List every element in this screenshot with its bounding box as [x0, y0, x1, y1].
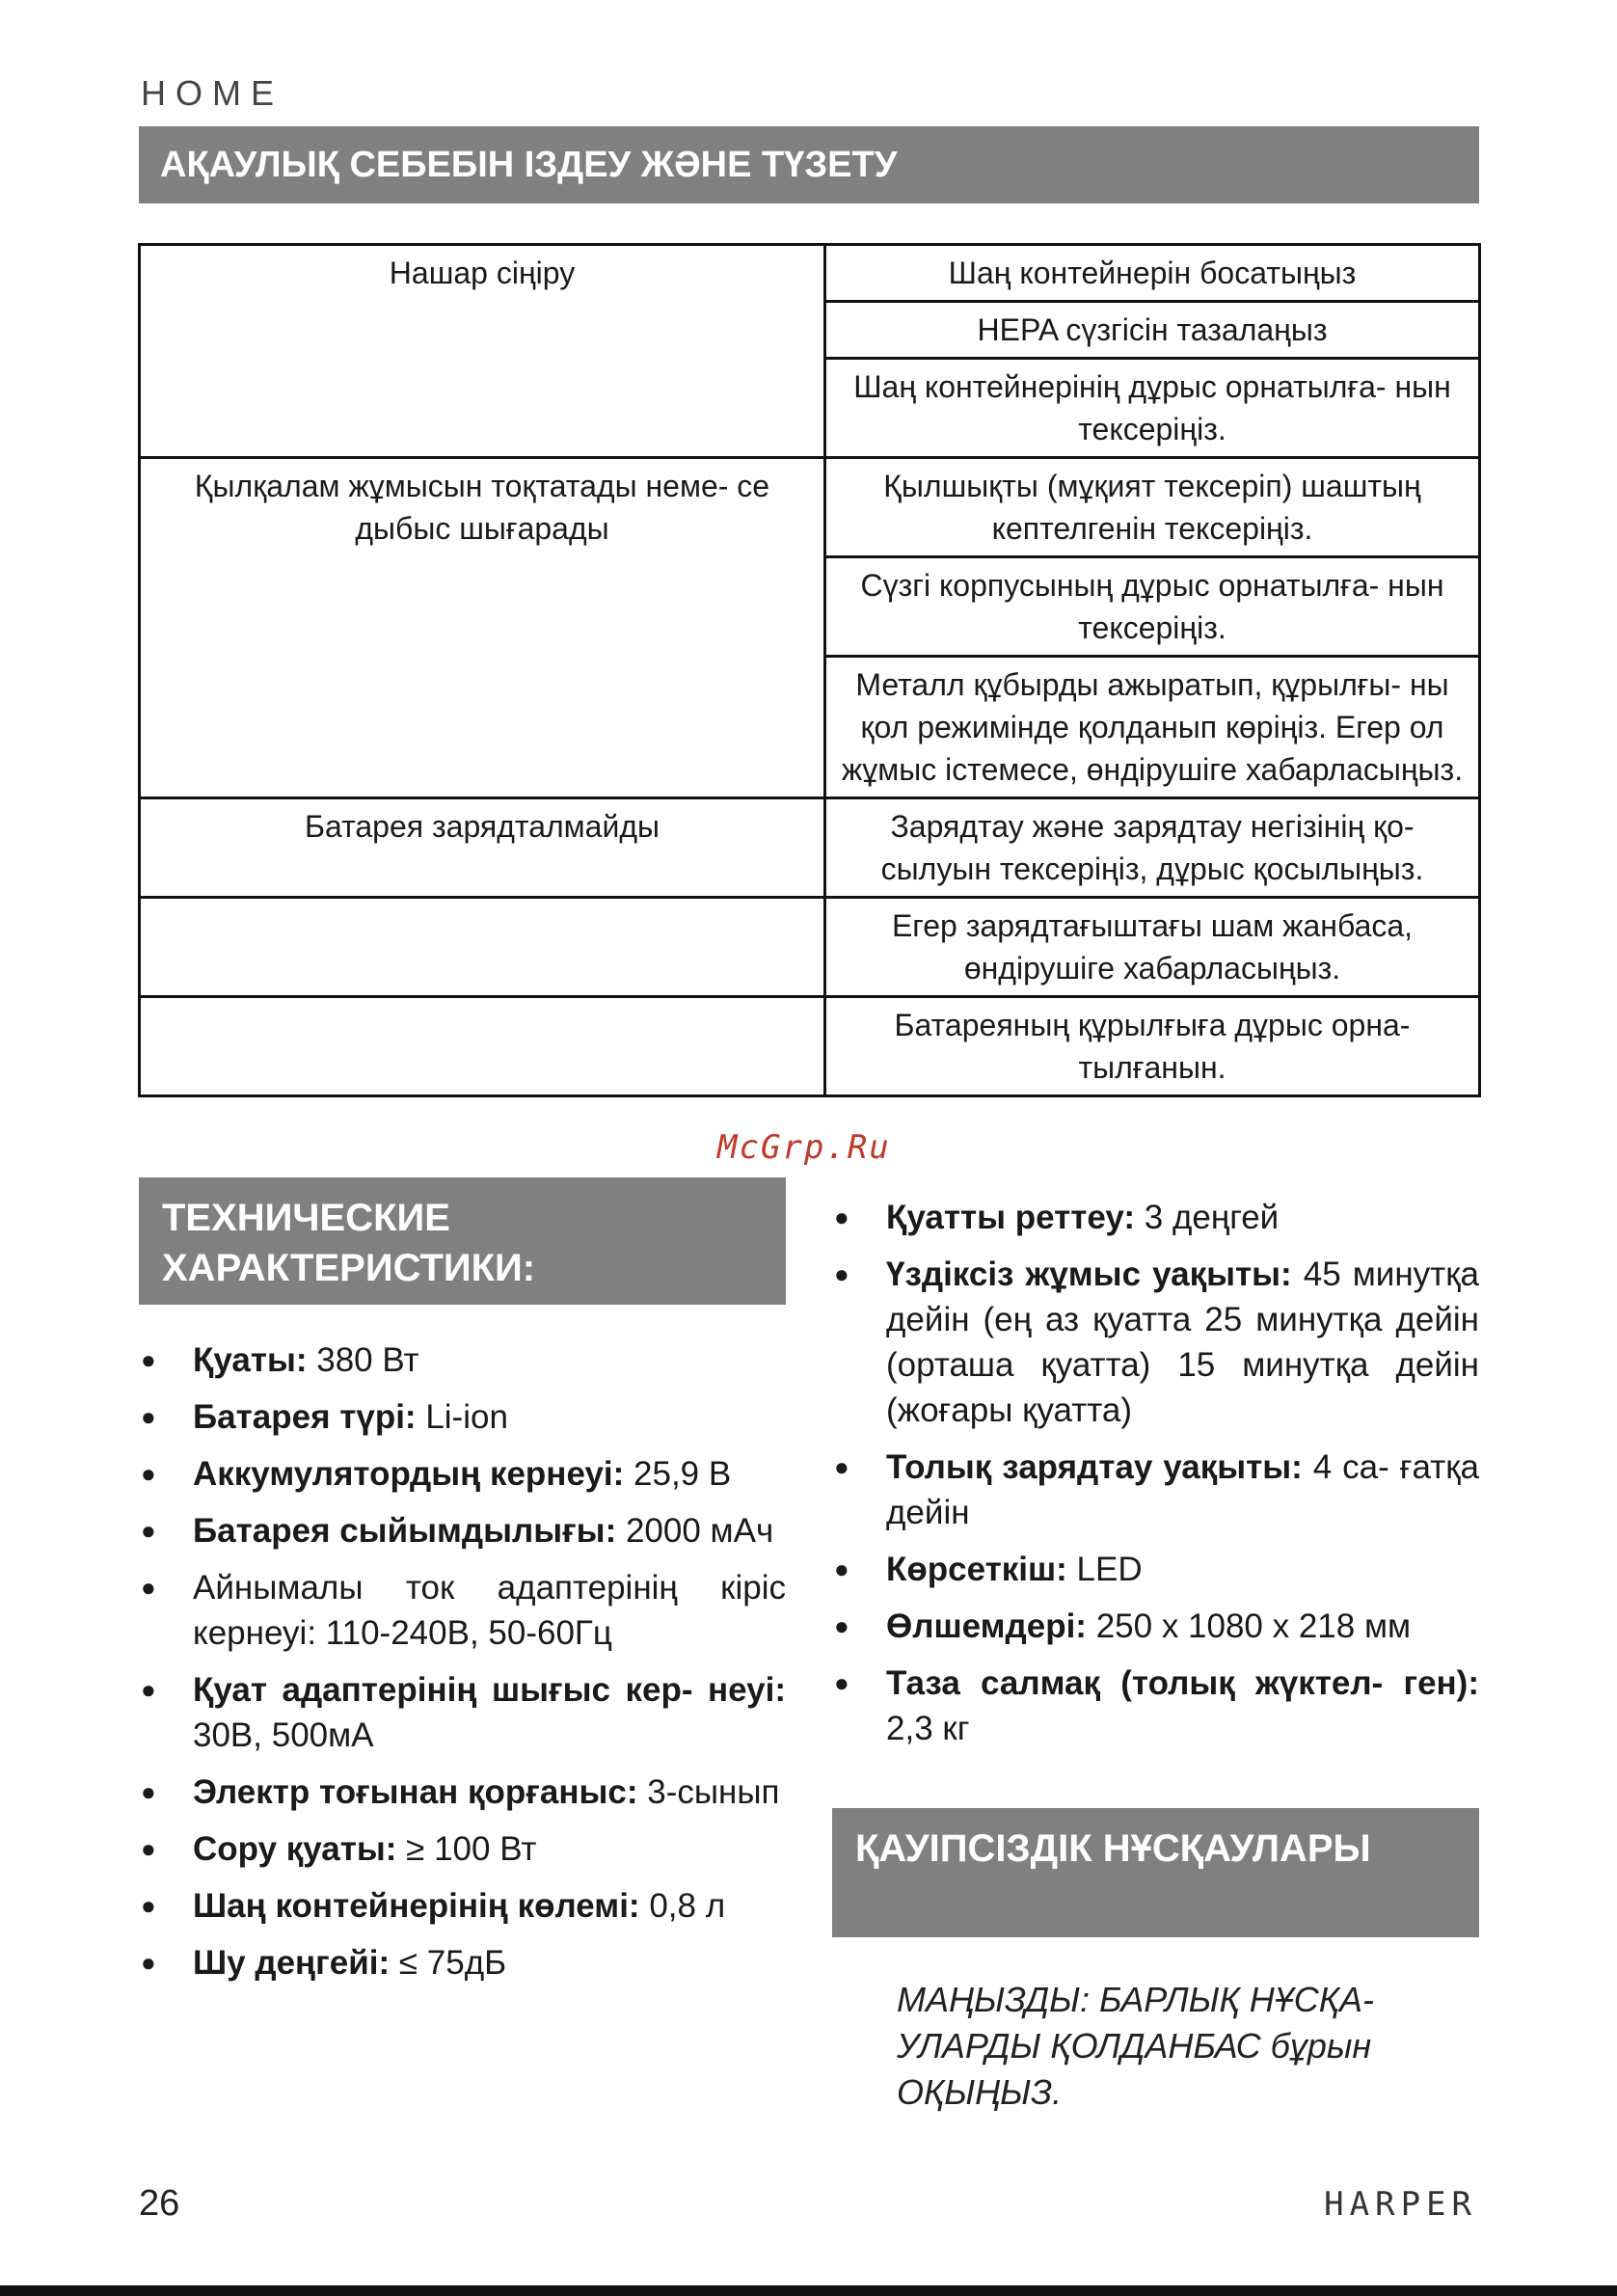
spec-item: ● Қуат адаптерінің шығыс кер- неуі: 30В, 500мА: [139, 1667, 786, 1758]
spec-item: ● Таза салмақ (толық жүктел- ген): 2,3 кг: [832, 1661, 1479, 1751]
solution-cell: Қылшықты (мұқият тексеріп) шаштың кептелгенін тексеріңіз.: [825, 458, 1480, 557]
watermark: McGrp.Ru: [717, 1128, 891, 1167]
solution-cell: Зарядтау және зарядтау негізінің қо- сылуын тексеріңіз, дұрыс қосылыңыз.: [825, 798, 1480, 898]
spec-item: ● Сору қуаты: ≥ 100 Вт: [139, 1826, 786, 1872]
specs-list-left: [139, 1337, 786, 1997]
section-title-tech-specs: ТЕХНИЧЕСКИЕ ХАРАКТЕРИСТИКИ:: [139, 1177, 786, 1305]
spec-item: ● Аккумулятордың кернеуі: 25,9 В: [139, 1451, 786, 1497]
spec-item: ● Электр тоғынан қорғаныс: 3-сынып: [139, 1769, 786, 1815]
solution-cell: Шаң контейнерін босатыңыз: [825, 245, 1480, 302]
specs-list-right: [832, 1195, 1479, 1763]
solution-cell: HEPA сүзгісін тазалаңыз: [825, 302, 1480, 359]
spec-item: ● Үздіксіз жұмыс уақыты: 45 минутқа дейін (ең аз қуатта 25 минутқа дейін (орташа қуатта) 15 минутқа дейін (жоғары қуатта): [832, 1252, 1479, 1433]
problem-cell-empty: [140, 997, 825, 1096]
problem-cell: Нашар сіңіру: [140, 245, 825, 458]
spec-item: ● Батарея түрі: Li-ion: [139, 1394, 786, 1440]
spec-item: ● Қуаты: 380 Вт: [139, 1337, 786, 1383]
safety-note: МАҢЫЗДЫ: БАРЛЫҚ НҰСҚА- УЛАРДЫ ҚОЛДАНБАС бұрын ОҚЫҢЫЗ.: [897, 1980, 1374, 2112]
solution-cell: Батареяның құрылғыға дұрыс орна- тылғанын.: [825, 997, 1480, 1096]
spec-item: ● Айнымалы ток адаптерінің кіріс кернеуі: 110-240В, 50-60Гц: [139, 1565, 786, 1656]
spec-item: ● Өлшемдері: 250 х 1080 х 218 мм: [832, 1604, 1479, 1649]
troubleshooting-table: [138, 243, 1481, 1097]
section-title-troubleshooting: АҚАУЛЫҚ СЕБЕБІН ІЗДЕУ ЖӘНЕ ТҮЗЕТУ: [139, 126, 1479, 203]
page-number: 26: [139, 2183, 180, 2224]
problem-cell: Қылқалам жұмысын тоқтатады неме- се дыбыс шығарады: [140, 458, 825, 798]
spec-item: ● Шу деңгейі: ≤ 75дБ: [139, 1940, 786, 1985]
spec-item: ● Толық зарядтау уақыты: 4 са- ғатқа дейін: [832, 1445, 1479, 1535]
solution-cell: Металл құбырды ажыратып, құрылғы- ны қол режимінде қолданып көріңіз. Егер ол жұмыс істемесе, өндірушіге хабарласыңыз.: [825, 657, 1480, 798]
solution-cell: Сүзгі корпусының дұрыс орнатылға- нын тексеріңіз.: [825, 557, 1480, 657]
section-title-safety: ҚАУІПСІЗДІК НҰСҚАУЛАРЫ: [832, 1808, 1479, 1937]
problem-cell: Батарея зарядталмайды: [140, 798, 825, 898]
solution-cell: Шаң контейнерінің дұрыс орнатылға- нын тексеріңіз.: [825, 359, 1480, 458]
bottom-rule: [0, 2285, 1617, 2296]
brand-harper-logo: HARPER: [1324, 2185, 1477, 2224]
spec-item: ● Қуатты реттеу: 3 деңгей: [832, 1195, 1479, 1240]
problem-cell-empty: [140, 898, 825, 997]
spec-item: ● Шаң контейнерінің көлемі: 0,8 л: [139, 1883, 786, 1929]
spec-item: ● Батарея сыйымдылығы: 2000 мАч: [139, 1508, 786, 1553]
spec-item: ● Көрсеткіш: LED: [832, 1547, 1479, 1592]
brand-home-logo: HOME: [141, 73, 283, 113]
solution-cell: Егер зарядтағыштағы шам жанбаса, өндірушіге хабарласыңыз.: [825, 898, 1480, 997]
